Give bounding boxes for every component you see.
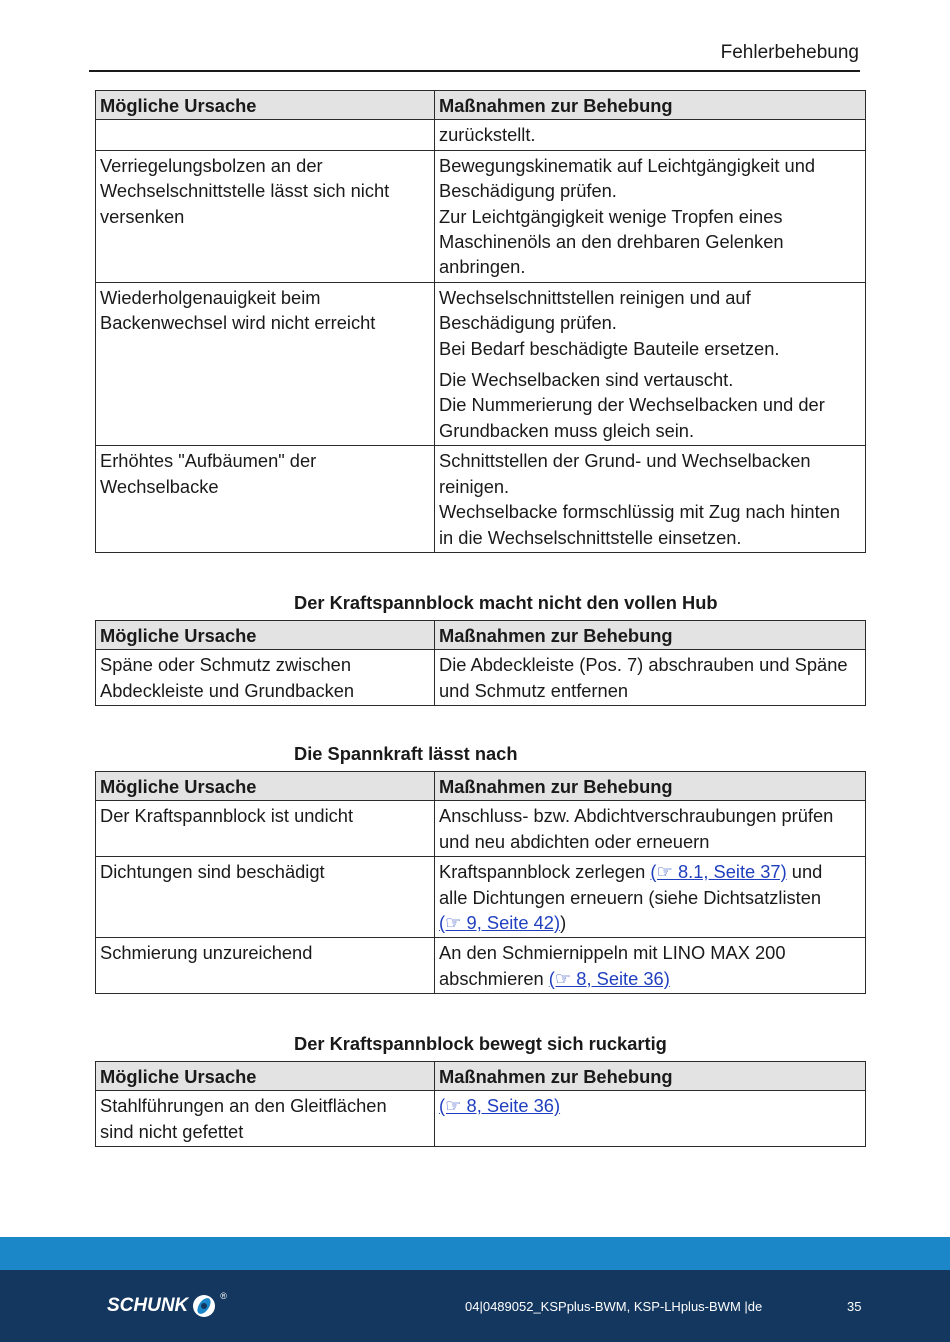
cause-cell [96, 446, 435, 553]
cause-line: Wiederholgenauigkeit beim [100, 286, 321, 308]
troubleshooting-table [95, 620, 866, 706]
cause-cell [96, 1091, 435, 1147]
measures-cell [435, 938, 866, 994]
column-header-measures: Maßnahmen zur Behebung [435, 621, 866, 650]
measure-line: Die Wechselbacken sind vertauscht. [439, 369, 734, 391]
measure-line: zurückstellt. [439, 124, 536, 146]
measures-cell [435, 446, 866, 553]
cause-line: Abdeckleiste und Grundbacken [100, 679, 355, 701]
measure-line: Anschluss- bzw. Abdichtverschraubungen prüfen [439, 805, 834, 827]
measures-cell [435, 650, 866, 706]
measures-cell [435, 857, 866, 938]
section-title: Der Kraftspannblock bewegt sich ruckartig [294, 1033, 667, 1054]
troubleshooting-table [95, 90, 866, 553]
measure-line: Wechselbacke formschlüssig mit Zug nach hinten [439, 501, 841, 523]
cause-cell [96, 857, 435, 938]
header-divider [89, 70, 860, 72]
measure-line: Die Abdeckleiste (Pos. 7) abschrauben und Späne [439, 654, 848, 676]
cross-reference-link[interactable]: (☞ 8.1, Seite 37) [650, 861, 787, 883]
column-header-cause: Mögliche Ursache [96, 91, 435, 120]
cause-line: Stahlführungen an den Gleitflächen [100, 1095, 387, 1117]
table-row [96, 1091, 866, 1147]
page-header-title: Fehlerbehebung [720, 42, 859, 63]
cause-cell [96, 120, 435, 150]
section-title: Die Spannkraft lässt nach [294, 743, 518, 764]
measures-cell [435, 1091, 866, 1147]
measure-line: Wechselschnittstellen reinigen und auf [439, 286, 751, 308]
troubleshooting-table [95, 771, 866, 994]
cause-line: Erhöhtes "Aufbäumen" der [100, 450, 317, 472]
table-row [96, 857, 866, 938]
cause-line: Späne oder Schmutz zwischen [100, 654, 351, 676]
cause-line: Wechselschnittstelle lässt sich nicht [100, 180, 390, 202]
column-header-cause: Mögliche Ursache [96, 772, 435, 801]
measure-line: anbringen. [439, 256, 526, 278]
table-row [96, 120, 866, 150]
cross-reference-link[interactable]: (☞ 8, Seite 36) [548, 967, 670, 989]
measure-line [439, 1093, 861, 1118]
measure-line: An den Schmiernippeln mit LINO MAX 200 [439, 942, 786, 964]
cause-cell [96, 650, 435, 706]
cause-cell [96, 938, 435, 994]
cause-line: Dichtungen sind beschädigt [100, 861, 325, 883]
cause-cell [96, 801, 435, 857]
logo-mark-icon [190, 1292, 218, 1320]
measure-line: abschmieren (☞ 8, Seite 36) [439, 967, 670, 989]
cause-line: Wechselbacke [100, 475, 219, 497]
measure-line: Maschinenöls an den drehbaren Gelenken [439, 231, 784, 253]
table-header-row [96, 91, 866, 120]
table-row [96, 446, 866, 553]
table-row [96, 801, 866, 857]
measure-line: (☞ 9, Seite 42)) [439, 912, 567, 934]
footer-accent-band [0, 1237, 950, 1270]
measure-line: Bewegungskinematik auf Leichtgängigkeit und [439, 154, 816, 176]
section-title: Der Kraftspannblock macht nicht den vollen Hub [294, 592, 718, 613]
cross-reference-link[interactable]: (☞ 9, Seite 42) [439, 912, 561, 934]
measures-cell [435, 120, 866, 150]
column-header-measures: Maßnahmen zur Behebung [435, 1062, 866, 1091]
measure-line: Beschädigung prüfen. [439, 180, 617, 202]
page-number: 35 [847, 1299, 862, 1314]
troubleshooting-table [95, 1061, 866, 1147]
measure-line: reinigen. [439, 475, 510, 497]
registered-mark: ® [220, 1291, 227, 1301]
column-header-measures: Maßnahmen zur Behebung [435, 772, 866, 801]
measure-line: in die Wechselschnittstelle einsetzen. [439, 526, 742, 548]
measure-line: Bei Bedarf beschädigte Bauteile ersetzen. [439, 337, 780, 359]
measure-line: Zur Leichtgängigkeit wenige Tropfen eines [439, 205, 783, 227]
measure-line: Schnittstellen der Grund- und Wechselbacken [439, 450, 811, 472]
table-row [96, 938, 866, 994]
measure-line: alle Dichtungen erneuern (siehe Dichtsatzlisten [439, 886, 822, 908]
table-row [96, 150, 866, 282]
cause-line: Backenwechsel wird nicht erreicht [100, 312, 376, 334]
cross-reference-link[interactable]: (☞ 8, Seite 36) [439, 1095, 561, 1117]
cause-line: Schmierung unzureichend [100, 942, 313, 964]
table-header-row [96, 1062, 866, 1091]
cause-line: versenken [100, 205, 185, 227]
measures-cell [435, 150, 866, 282]
column-header-cause: Mögliche Ursache [96, 1062, 435, 1091]
document-code: 04|0489052_KSPplus-BWM, KSP-LHplus-BWM |de [465, 1299, 763, 1314]
measure-line: Grundbacken muss gleich sein. [439, 419, 695, 441]
measure-line: Die Nummerierung der Wechselbacken und der [439, 394, 825, 416]
cause-cell [96, 282, 435, 445]
column-header-cause: Mögliche Ursache [96, 621, 435, 650]
schunk-logo [107, 1291, 227, 1321]
measures-cell [435, 282, 866, 445]
cause-cell [96, 150, 435, 282]
table-row [96, 650, 866, 706]
measure-line: Beschädigung prüfen. [439, 312, 617, 334]
measures-cell [435, 801, 866, 857]
cause-line: Der Kraftspannblock ist undicht [100, 805, 354, 827]
brand-wordmark: SCHUNK [107, 1295, 189, 1316]
measure-line: Kraftspannblock zerlegen (☞ 8.1, Seite 37) und [439, 861, 823, 883]
measure-line: und Schmutz entfernen [439, 679, 629, 701]
table-header-row [96, 772, 866, 801]
column-header-measures: Maßnahmen zur Behebung [435, 91, 866, 120]
table-row [96, 282, 866, 445]
measure-line: und neu abdichten oder erneuern [439, 830, 710, 852]
cause-line: Verriegelungsbolzen an der [100, 154, 323, 176]
cause-line: sind nicht gefettet [100, 1120, 244, 1142]
table-header-row [96, 621, 866, 650]
